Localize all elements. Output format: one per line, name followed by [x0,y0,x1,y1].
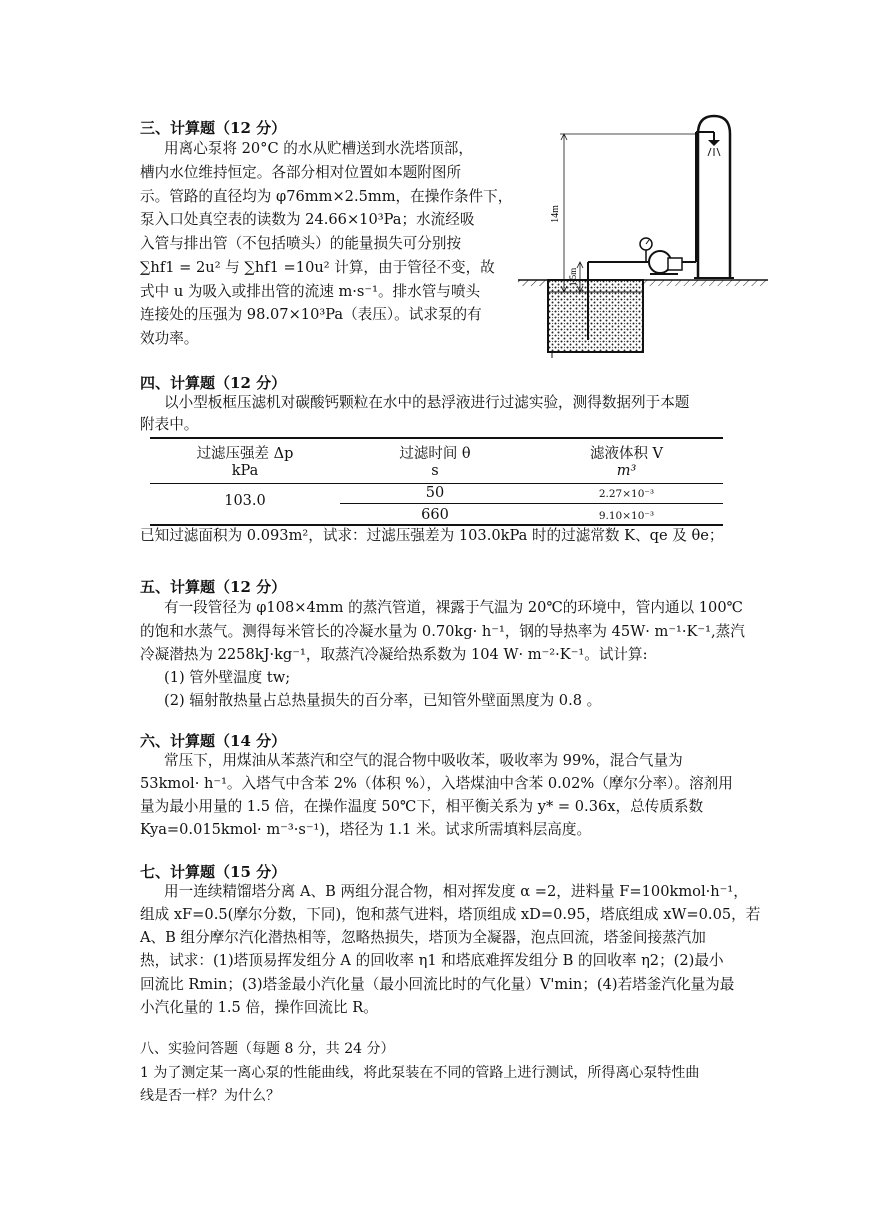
q7-line: 回流比 Rmin；(3)塔釜最小汽化量（最小回流比时的气化量）V'min；(4)若塔釜汽化量为最 [140,976,735,993]
spray-nozzle [708,140,720,146]
table-cell-volume: 9.10×10⁻³ [598,510,655,522]
q5-line: 的饱和水蒸气。测得每米管长的冷凝水量为 0.70kg· h⁻¹，钢的导热率为 45W· m⁻¹·K⁻¹,蒸汽 [140,623,745,640]
q5-heading: 五、计算题（12 分） [140,578,287,596]
q7-line: 小汽化量的 1.5 倍，操作回流比 R。 [140,999,378,1016]
q6-line: 量为最小用量的 1.5 倍，在操作温度 50℃下，相平衡关系为 y* = 0.36x，总传质系数 [140,798,704,815]
q5-line: 冷凝潜热为 2258kJ·kg⁻¹，取蒸汽冷凝给热系数为 104 W· m⁻²·K⁻¹。试计算: [140,646,648,663]
table-header-volume: 滤液体积 V [589,446,664,462]
q7-line: A、B 组分摩尔汽化潜热相等，忽略热损失，塔顶为全凝器，泡点回流，塔釜间接蒸汽加 [140,929,706,946]
q3-line: 连接处的压强为 98.07×10³Pa（表压）。试求泵的有 [140,306,482,323]
table-header-pressure: 过滤压强差 Δp [196,446,294,462]
ground-hatch-right [643,280,768,286]
table-cell-volume: 2.27×10⁻³ [598,488,655,500]
label-1-5m: 1.5m [568,267,578,287]
q8-line: 线是否一样？为什么？ [140,1088,280,1104]
q4-line: 附表中。 [140,416,199,433]
q7-line: 热，试求：(1)塔顶易挥发组分 A 的回收率 η1 和塔底难挥发组分 B 的回收率 η2；(2)最小 [140,952,724,969]
table-cell-pressure: 103.0 [224,493,266,509]
q3-line: 式中 u 为吸入或排出管的流速 m·s⁻¹。排水管与喷头 [140,283,481,300]
table-header-pressure-unit: kPa [231,463,259,479]
q4-given: 已知过滤面积为 0.093m²，试求：过滤压强差为 103.0kPa 时的过滤常数 K、qe 及 θe； [140,527,724,544]
q3-line: 示。管路的直径均为 φ76mm×2.5mm，在操作条件下， [140,188,513,205]
q3-line: 槽内水位维持恒定。各部分相对位置如本题附图所 [140,164,462,181]
q8-heading: 八、实验问答题（每题 8 分，共 24 分） [140,1041,395,1057]
q7-line: 组成 xF=0.5(摩尔分数，下同)，饱和蒸气进料，塔顶组成 xD=0.95，塔底组成 xW=0.05，若 [140,906,761,923]
table-cell-time: 660 [421,507,449,523]
q3-line: 入管与排出管（不包括喷头）的能量损失可分别按 [140,235,462,252]
q4-line: 以小型板框压滤机对碳酸钙颗粒在水中的悬浮液进行过滤实验，测得数据列于本题 [164,394,690,411]
pump-system-diagram [518,112,768,358]
table-header-time: 过滤时间 θ [399,446,471,462]
storage-tank [548,280,643,352]
q6-heading: 六、计算题（14 分） [140,732,287,750]
q3-line: 泵入口处真空表的读数为 24.66×10³Pa；水流经吸 [140,211,475,228]
q6-line: 53kmol· h⁻¹。入塔气中含苯 2%（体积 %），入塔煤油中含苯 0.02%（摩尔分率）。溶剂用 [140,775,733,792]
label-14m: 14m [550,205,561,223]
table-cell-time: 50 [425,485,445,501]
q5-line: (1) 管外壁温度 tw; [164,669,291,686]
q3-line: ∑hf1 = 2u² 与 ∑hf1 =10u² 计算，由于管径不变，故 [140,259,495,276]
q4-heading: 四、计算题（12 分） [140,374,287,392]
q3-line: 效功率。 [140,330,199,347]
table-header-volume-unit: m³ [616,463,637,479]
q7-heading: 七、计算题（15 分） [140,863,287,881]
q6-line: 常压下，用煤油从苯蒸汽和空气的混合物中吸收苯，吸收率为 99%，混合气量为 [164,752,683,769]
q6-line: Kya=0.015kmol· m⁻³·s⁻¹)，塔径为 1.1 米。试求所需填料层高度。 [140,821,592,838]
q8-line: 1 为了测定某一离心泵的性能曲线，将此泵装在不同的管路上进行测试，所得离心泵特性曲 [140,1065,700,1081]
q3-heading: 三、计算题（12 分） [140,119,287,137]
q7-line: 用一连续精馏塔分离 A、B 两组分混合物，相对挥发度 α =2，进料量 F=100kmol·h⁻¹， [164,883,748,900]
q3-line: 用离心泵将 20°C 的水从贮槽送到水洗塔顶部， [164,140,474,157]
q5-line: (2) 辐射散热量占总热量损失的百分率，已知管外壁面黑度为 0.8 。 [164,692,602,709]
table-header-time-unit: s [431,463,439,479]
ground-hatch-left [518,280,548,286]
q5-line: 有一段管径为 φ108×4mm 的蒸汽管道，裸露于气温为 20℃的环境中，管内通以 100℃ [164,599,743,616]
